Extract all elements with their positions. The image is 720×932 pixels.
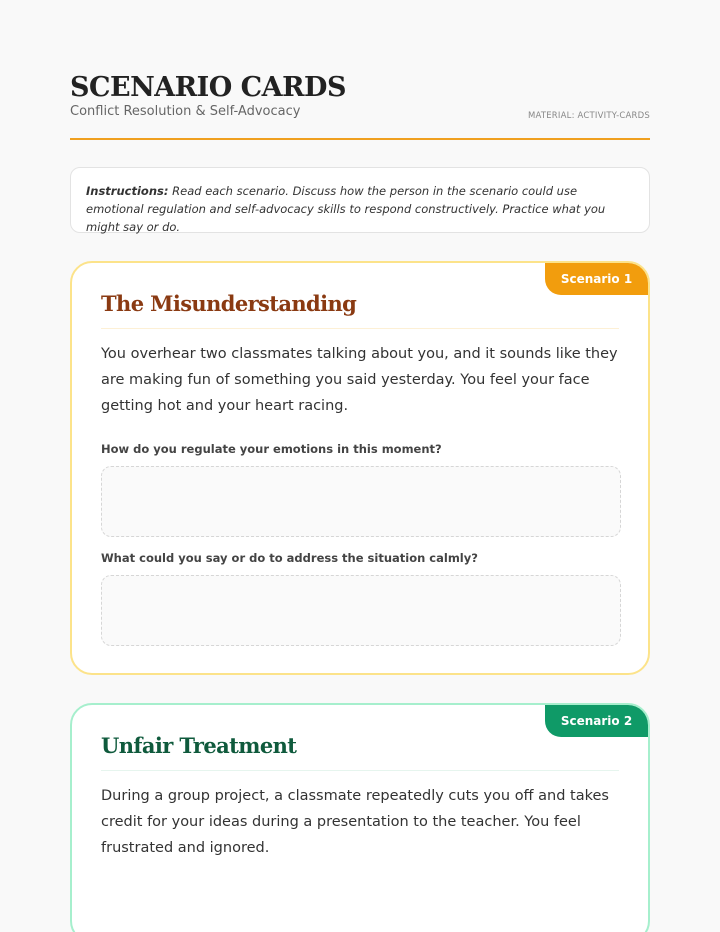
question-label: What could you say or do to address the situation calmly? [101,551,478,565]
instructions-box [70,167,650,233]
material-label: MATERIAL: ACTIVITY-CARDS [527,111,650,121]
page-title: SCENARIO CARDS [70,72,346,103]
instructions-text: Read each scenario. Discuss how the person in the scenario could use emotional regulation and self-advocacy skills to respond constructively. Practice what you might say or do. [86,184,606,234]
scenario-description: You overhear two classmates talking about you, and it sounds like they are making fun of something you said yesterday. You feel your face getting hot and your heart racing. [101,346,618,414]
scenario-description: During a group project, a classmate repeatedly cuts you off and takes credit for your ideas during a presentation to the teacher. You feel frustrated and ignored. [101,788,609,856]
instructions-label: Instructions: [86,184,169,198]
scenario-badge: Scenario 2 [545,705,648,737]
scenario-card-2 [70,703,650,932]
scenario-badge: Scenario 1 [545,263,648,295]
answer-box[interactable] [101,466,621,537]
question-label: How do you regulate your emotions in this moment? [101,442,442,456]
page-header [70,70,650,140]
scenario-title: The Misunderstanding [101,291,619,329]
scenario-title: Unfair Treatment [101,733,619,771]
answer-box[interactable] [101,575,621,646]
scenario-card-1 [70,261,650,675]
page-subtitle: Conflict Resolution & Self-Advocacy [70,104,301,119]
